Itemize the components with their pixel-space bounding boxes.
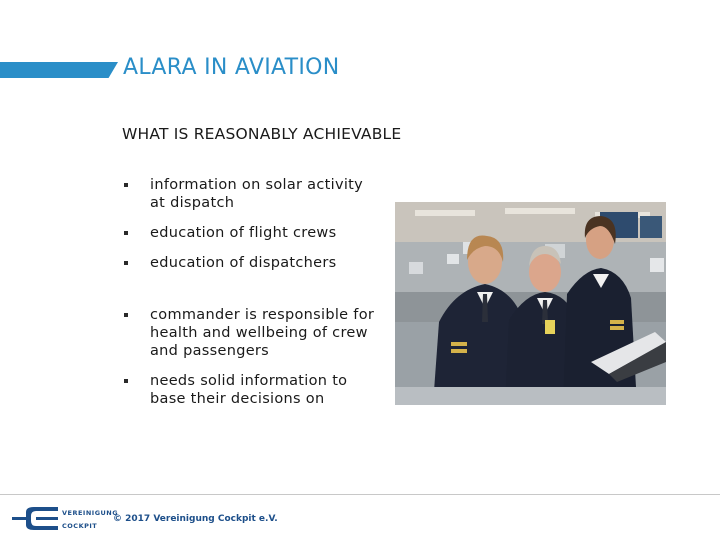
bullet-text: education of dispatchers (150, 255, 337, 271)
vereinigung-cockpit-logo (12, 504, 119, 534)
bullet-item (122, 224, 382, 242)
slide-title: ALARA IN AVIATION (123, 55, 340, 80)
slide-subtitle: WHAT IS REASONABLY ACHIEVABLE (122, 125, 402, 143)
bullet-marker-icon (124, 231, 128, 235)
footer-divider (0, 494, 720, 495)
bullet-marker-icon (124, 183, 128, 187)
logo-text-line2: COCKPIT (62, 522, 98, 530)
copyright-notice: © 2017 Vereinigung Cockpit e.V. (113, 514, 278, 524)
bullet-text: education of flight crews (150, 225, 337, 241)
bullet-marker-icon (124, 313, 128, 317)
bullet-marker-icon (124, 261, 128, 265)
bullet-text: needs solid information to base their decisions on (150, 373, 348, 407)
bullet-marker-icon (124, 379, 128, 383)
bullet-item (122, 306, 382, 360)
title-accent-bar (0, 62, 118, 78)
bullet-text: information on solar activity at dispatch (150, 177, 364, 211)
crew-photo (395, 202, 666, 405)
bullet-text: commander is responsible for health and wellbeing of crew and passengers (150, 307, 375, 359)
logo-text-line1: VEREINIGUNG (62, 509, 119, 517)
bullet-item (122, 372, 382, 408)
bullet-list (122, 176, 382, 408)
bullet-item (122, 176, 382, 212)
bullet-item (122, 254, 382, 272)
